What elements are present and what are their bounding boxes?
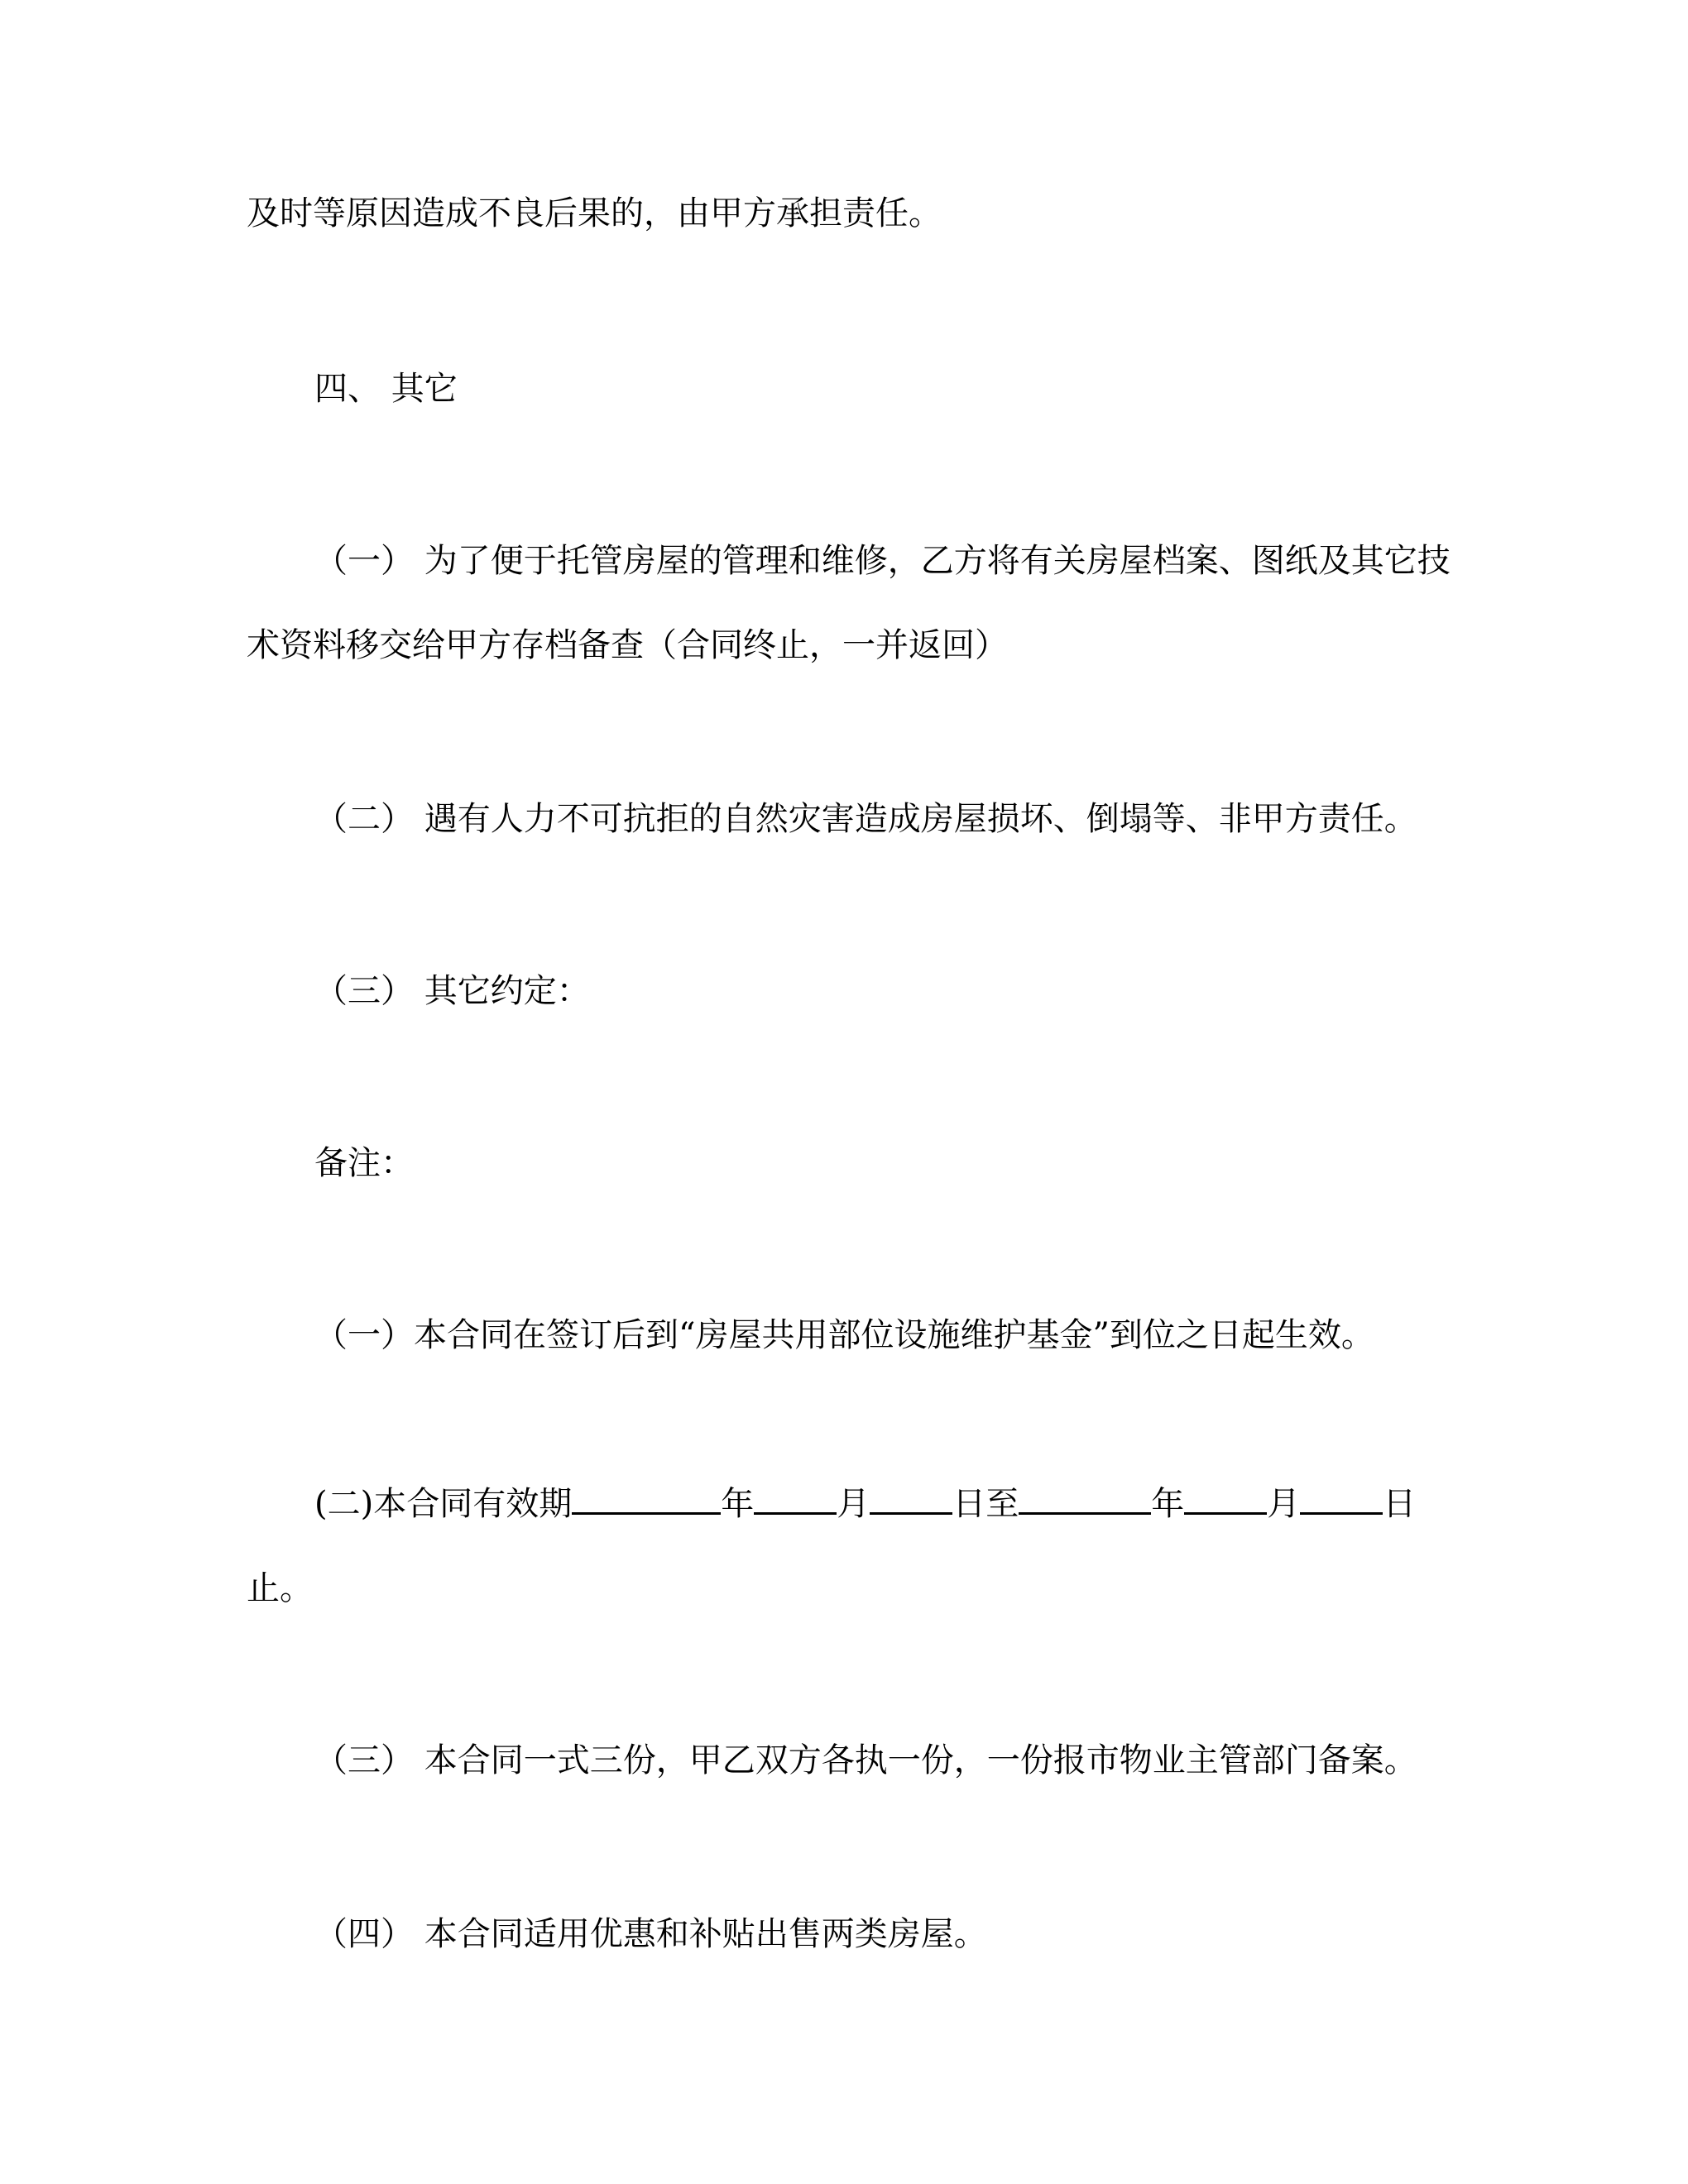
fill-blank: [1184, 1481, 1267, 1515]
remark-text: （三） 本合同一式三份，甲乙双方各执一份，一份报市物业主管部门备案。: [314, 1741, 1417, 1779]
clause-text: 术资料移交给甲方存档备查（合同终止，一并返回）: [247, 626, 1008, 664]
month-label: 月: [1267, 1485, 1301, 1523]
fill-blank: [870, 1481, 952, 1515]
remark-heading: 备注：: [314, 1144, 414, 1182]
section-heading: 四、 其它: [314, 370, 458, 408]
day-to-label: 日至: [952, 1485, 1019, 1523]
text-line: 止。: [247, 1569, 313, 1607]
fill-blank: [1019, 1481, 1151, 1515]
validity-prefix: (二)本合同有效期: [314, 1485, 573, 1523]
fill-blank: [572, 1481, 721, 1515]
clause-text: （一） 为了便于托管房屋的管理和维修，乙方将有关房屋档案、图纸及其它技: [314, 542, 1451, 580]
remark-text: （四） 本合同适用优惠和补贴出售两类房屋。: [314, 1915, 987, 1953]
remark-text: （一）本合同在签订后到“房屋共用部位设施维护基金”到位之日起生效。: [314, 1316, 1374, 1354]
clause-text: （二） 遇有人力不可抗拒的自然灾害造成房屋损坏、倒塌等、非甲方责任。: [314, 800, 1417, 838]
fill-blank: [754, 1481, 837, 1515]
month-label: 月: [837, 1485, 870, 1523]
day-label: 日: [1383, 1485, 1417, 1523]
year-label: 年: [1151, 1485, 1185, 1523]
text-line: 及时等原因造成不良后果的，由甲方承担责任。: [247, 194, 942, 232]
fill-blank: [1300, 1481, 1383, 1515]
year-label: 年: [721, 1485, 755, 1523]
clause-text: （三） 其它约定：: [314, 972, 590, 1010]
validity-period-line: [314, 1481, 1416, 1524]
